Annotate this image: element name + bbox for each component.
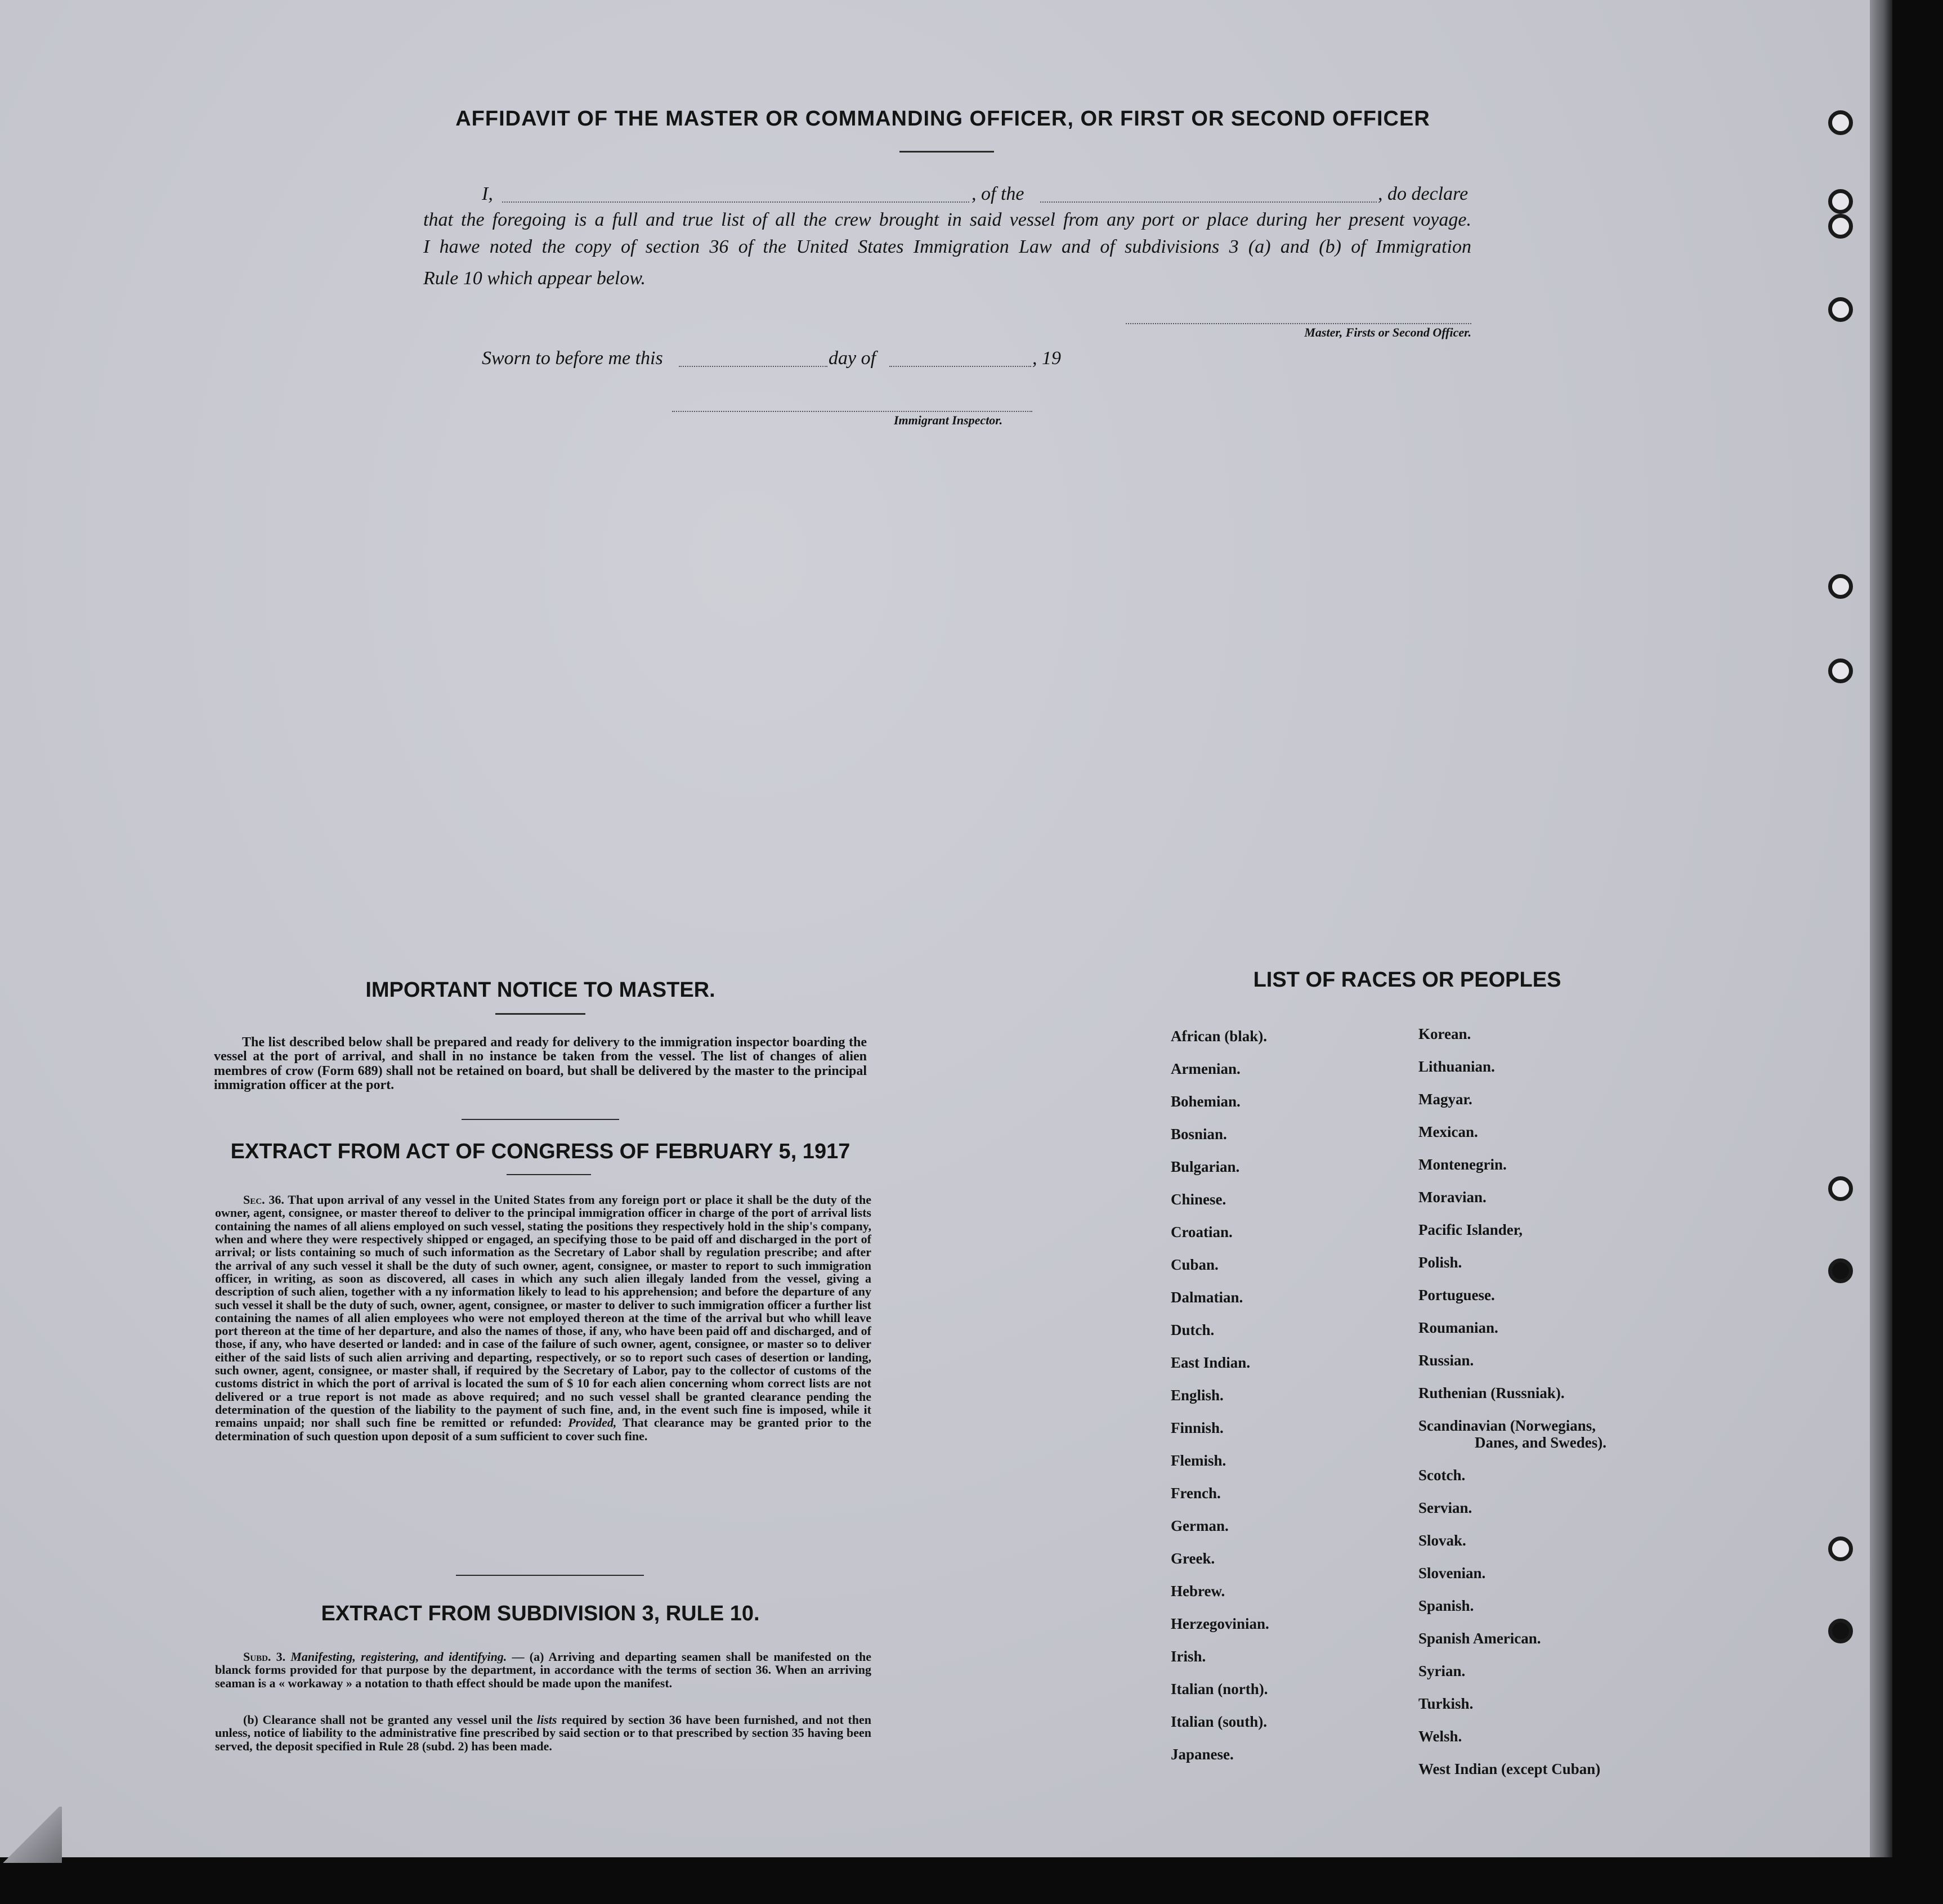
- race-item: Roumanian.: [1418, 1319, 1498, 1336]
- provided-word: Provided,: [568, 1415, 617, 1430]
- affidavit-line-2: that the foregoing is a full and true list of all the crew brought in said vessel from any port or place during her present voyage.: [423, 209, 1471, 230]
- binder-hole: [1828, 189, 1853, 214]
- race-item: West Indian (except Cuban): [1418, 1760, 1601, 1777]
- inspector-line: [672, 411, 1032, 412]
- extract-rule-title: EXTRACT FROM SUBDIVISION 3, RULE 10.: [321, 1602, 760, 1625]
- para-a-text: — (a) Arriving and departing seamen shall be manifested on the blanck forms provided for that purpose by the department, in accordance with the terms of section 36. When an arriving seaman is a « workaway » a notation to thath effect should be made upon the manifest.: [215, 1650, 872, 1690]
- extract-rule-para-a: [215, 1650, 871, 1690]
- race-item: Croatian.: [1171, 1224, 1233, 1240]
- title-rule: [899, 151, 994, 153]
- sec-label: Sec. 36.: [243, 1193, 284, 1207]
- race-item: Spanish.: [1418, 1597, 1474, 1614]
- subd-heading: Manifesting, registering, and identifying.: [290, 1650, 507, 1664]
- extract-rule-para-b: [215, 1713, 871, 1753]
- signature-label: Master, Firsts or Second Officer.: [1304, 325, 1471, 339]
- month-field-line: [889, 366, 1031, 367]
- sworn-text: Sworn to before me this: [482, 348, 663, 369]
- race-item: Danes, and Swedes).: [1475, 1434, 1607, 1451]
- race-item: Scotch.: [1418, 1467, 1466, 1484]
- extract-act-bottom-rule: [456, 1575, 644, 1576]
- race-item: French.: [1171, 1485, 1221, 1502]
- race-item: Flemish.: [1171, 1452, 1226, 1469]
- race-item: Montenegrin.: [1418, 1156, 1507, 1173]
- races-title: LIST OF RACES OR PEOPLES: [1253, 968, 1561, 992]
- race-item: Japanese.: [1171, 1746, 1234, 1763]
- race-item: Scandinavian (Norwegians,: [1418, 1417, 1596, 1434]
- race-item: Portuguese.: [1418, 1287, 1495, 1303]
- notice-title: IMPORTANT NOTICE TO MASTER.: [365, 978, 715, 1002]
- race-item: German.: [1171, 1517, 1229, 1534]
- race-item: African (blak).: [1171, 1028, 1267, 1045]
- page-edge: [1870, 0, 1892, 1857]
- race-item: Irish.: [1171, 1648, 1206, 1665]
- race-item: Turkish.: [1418, 1695, 1474, 1712]
- binder-hole: [1828, 110, 1853, 135]
- folded-corner: [0, 1807, 62, 1863]
- para-b-start: (b) Clearance shall not be granted any vessel unil the: [243, 1713, 533, 1727]
- extract-act-rule: [507, 1174, 591, 1175]
- race-item: Chinese.: [1171, 1191, 1226, 1208]
- affidavit-title: AFFIDAVIT OF THE MASTER OR COMMANDING OFFICER, OR FIRST OR SECOND OFFICER: [455, 107, 1430, 131]
- binder-hole: [1828, 574, 1853, 599]
- race-item: Russian.: [1418, 1352, 1474, 1369]
- race-item: Armenian.: [1171, 1060, 1241, 1077]
- year-text: , 19: [1032, 348, 1061, 369]
- race-item: Slovenian.: [1418, 1565, 1486, 1582]
- binder-hole: [1828, 658, 1853, 683]
- binder-hole: [1828, 214, 1853, 239]
- race-item: Ruthenian (Russniak).: [1418, 1385, 1565, 1401]
- race-item: Lithuanian.: [1418, 1058, 1495, 1075]
- race-item: Bohemian.: [1171, 1093, 1241, 1110]
- race-item: Herzegovinian.: [1171, 1615, 1269, 1632]
- affidavit-of-the: , of the: [972, 183, 1024, 204]
- race-item: Moravian.: [1418, 1189, 1487, 1206]
- para-b-lists: lists: [537, 1713, 557, 1727]
- sec-body: That upon arrival of any vessel in the United States from any foreign port or place it shall be the duty of the owner, agent, consignee, or master thereof to deliver to the principal immigration officer in charge of the port of arrival lists containing the names of all aliens employed on such vessel, stating the positions they respectively hold in the ship's company, when and where they were respectively shipped or engaged, an specifying those to be paid off and discharged in the port of arrival; or lists containing so much of such information as the Secretary of Labor shall by regulation prescribe; and after the arrival of any such vessel it shall be the duty of such owner, agent, consignee, or master to report to such immigration officer, in writing, as soon as discovered, all cases in which any such alien illegaly landed from the vessel, giving a description of such alien, together with a ny information likely to lead to his apprehension; and before the departure of any such vessel it shall be the duty of such, owner, agent, consignee, or master to deliver to such immigration officer a further list containing the names of all alien employees who were not employed thereon at the time of the arrival but who whill leave port thereon at the time of her departure, and also the names of those, if any, who have been paid off and discharged, and of those, if any, who have deserted or landed: and in case of the failure of such owner, agent, consignee, or master so to deliver either of the said lists of such alien arriving and departing, respectively, or so to report such cases of desertion or landing, such owner, agent, consignee, or master shall, if required by the Secretary of Labor, pay to the collector of customs of the customs district in which the port of arrival is located the sum of $ 10 for each alien concerning whom correct lists are not delivered or a true report is not made as above required; and no such vessel shall be granted clearance pending the determination of the question of the liability to the payment of such fine, and, in the event such fine is imposed, while it remains unpaid; nor shall such fine be remitted or refunded:: [215, 1193, 872, 1430]
- race-item: Spanish American.: [1418, 1630, 1541, 1647]
- affidavit-line-3: I hawe noted the copy of section 36 of the United States Immigration Law and of subdivisions 3 (a) and (b) of Immigration: [423, 236, 1471, 257]
- day-of-text: day of: [829, 348, 876, 369]
- inspector-label: Immigrant Inspector.: [894, 413, 1003, 427]
- race-item: Finnish.: [1171, 1419, 1224, 1436]
- race-item: Welsh.: [1418, 1728, 1462, 1745]
- race-item: Polish.: [1418, 1254, 1462, 1271]
- subd-label: Subd. 3.: [243, 1650, 286, 1664]
- signature-line: [1126, 323, 1471, 324]
- races-right-column: [1418, 1018, 1655, 1785]
- binder-hole: [1828, 297, 1853, 322]
- race-item: Dutch.: [1171, 1321, 1215, 1338]
- race-item: Italian (north).: [1171, 1681, 1268, 1697]
- affidavit-line-4: Rule 10 which appear below.: [423, 268, 646, 289]
- para-b-end: required by section 36 have been furnished, and not then unless, notice of liability to the administrative fine prescribed by said section or to that prescribed by section 35 having been served, the deposit specified in Rule 28 (subd. 2) has been made.: [215, 1713, 871, 1753]
- races-left-column: [1171, 1020, 1407, 1771]
- binder-hole: [1828, 1536, 1853, 1561]
- race-item: Greek.: [1171, 1550, 1215, 1567]
- binder-hole: [1828, 1619, 1853, 1643]
- race-item: Slovak.: [1418, 1532, 1466, 1549]
- extract-act-body: [215, 1193, 871, 1442]
- race-item: Hebrew.: [1171, 1583, 1225, 1600]
- race-item: East Indian.: [1171, 1354, 1251, 1371]
- notice-body: The list described below shall be prepared and ready for delivery to the immigration inspector boarding the vessel at the port of arrival, and shall in no instance be taken from the vessel. The list of changes of alien membres of crow (Form 689) shall not be retained on board, but shall be delivered by the master to the principal immigration officer at the port.: [214, 1035, 867, 1093]
- affidavit-declare: , do declare: [1378, 183, 1469, 204]
- race-item: Pacific Islander,: [1418, 1221, 1523, 1238]
- day-field-line: [679, 366, 827, 367]
- race-item: Cuban.: [1171, 1256, 1219, 1273]
- race-item: Mexican.: [1418, 1123, 1478, 1140]
- affidavit-i: I,: [482, 183, 493, 204]
- race-item: Bulgarian.: [1171, 1158, 1240, 1175]
- sec-body-end: That clearance may be granted prior to the determination of such question upon deposit of a sum sufficient to cover such fine.: [215, 1415, 872, 1443]
- binder-hole: [1828, 1176, 1853, 1201]
- binder-hole: [1828, 1258, 1853, 1283]
- extract-act-title: EXTRACT FROM ACT OF CONGRESS OF FEBRUARY 5, 1917: [230, 1140, 850, 1163]
- vessel-field-line: [1040, 201, 1377, 203]
- race-item: Korean.: [1418, 1025, 1471, 1042]
- race-item: Bosnian.: [1171, 1126, 1227, 1143]
- race-item: Syrian.: [1418, 1663, 1466, 1679]
- race-item: Servian.: [1418, 1499, 1472, 1516]
- notice-bottom-rule: [462, 1119, 619, 1120]
- race-item: Magyar.: [1418, 1091, 1472, 1108]
- name-field-line: [502, 201, 969, 203]
- race-item: English.: [1171, 1387, 1224, 1404]
- notice-rule: [495, 1013, 585, 1015]
- race-item: Dalmatian.: [1171, 1289, 1243, 1306]
- race-item: Italian (south).: [1171, 1713, 1268, 1730]
